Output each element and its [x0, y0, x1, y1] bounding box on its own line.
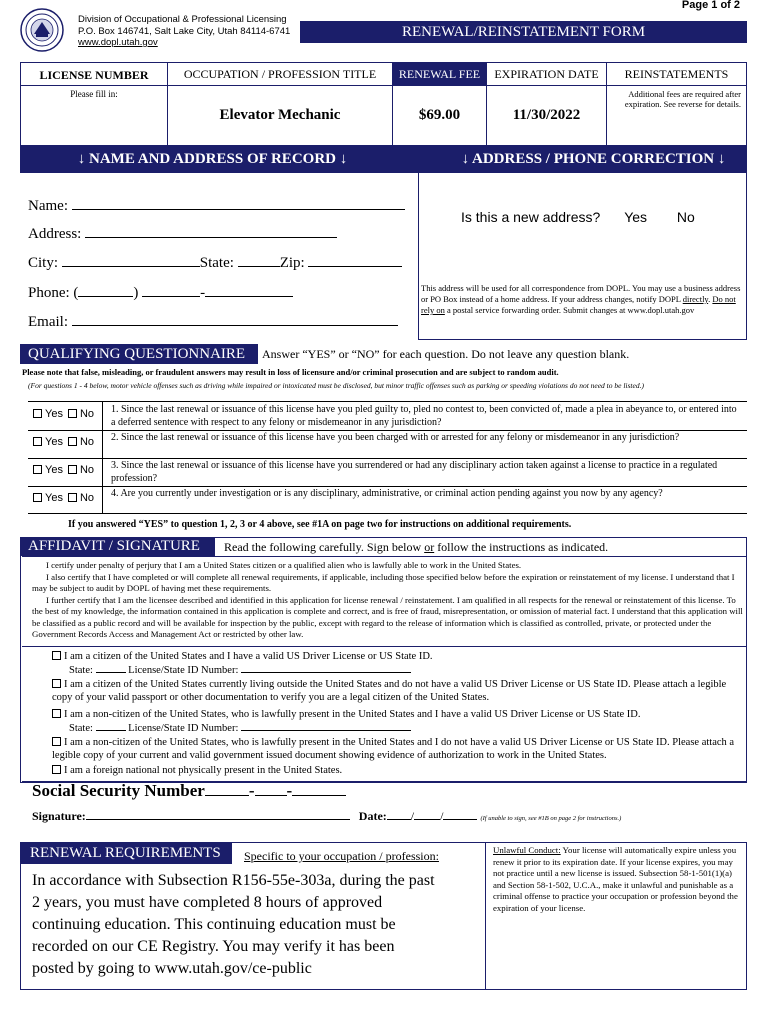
question-row: [28, 486, 747, 513]
affidavit-title-banner: [20, 537, 215, 556]
ssn-label: Social Security Number: [32, 781, 205, 800]
citizenship-option[interactable]: I am a citizen of the United States currently living outside the United States and do not have a valid US Driver License or US State ID. Please attach a legible copy of your valid passport or other documentation to verify you are a legal citizen of the United States.: [52, 679, 727, 703]
reinstatement-note: Additional fees are required after expiration. See reverse for details.: [624, 89, 741, 109]
affidavit-para-3: I further certify that I am the licensee described and identified in this application for license renewal / reinstatement. I am qualified in all respects for the renewal or reinstatement of this license. To the best of my knowledge, the information contained in this application is complete and correct, and is free of fraud, misrepresentation, or omission of material fact. I understand that this application will be classified as a public record and will be available for inspection by the public, except with regard to the release of information which is classified as controlled, private, or protected under the Government Records Access and Management Act or restricted by other law.: [32, 594, 743, 639]
zip-label: Zip:: [279, 255, 305, 271]
affidavit-para-2: I also certify that I have completed or will complete all renewal requirements, if applicable, including those specified below before the expiration or reinstatement of my license. I understand that I may be subject to audit by DOPL of having met these requirements.: [32, 571, 735, 593]
division-website[interactable]: www.dopl.utah.gov: [78, 37, 158, 48]
questionnaire-fine-print: (For questions 1 - 4 below, motor vehicle offenses such as driving while impaired or intoxicated must be disclosed, but minor traffic offenses such as parking or speeding violations do not need to be listed.): [28, 381, 644, 390]
header-expiration: EXPIRATION DATE: [494, 67, 599, 81]
new-address-no[interactable]: No: [676, 209, 695, 225]
unlawful-conduct-note: Unlawful Conduct: Your license will automatically expire unless you renew it prior to its expiration date. If your license expires, you may not practice until a new license is issued. Subsection 58-1-501(1)(a) and Section 58-1-502, U.C.A., make it unlawful and punishable as a criminal offense to practice your occupation or profession beyond the expiration of your license.: [493, 845, 738, 913]
question-1-text: 1. Since the last renewal or issuance of this license have you pled guilty to, pled no contest to, been convicted of, made a plea in abeyance to, or entered into a deferred sentence with respect to any felony or misdemeanor in any jurisdiction?: [111, 404, 737, 428]
zip-input[interactable]: [308, 253, 402, 267]
requirements-title: RENEWAL REQUIREMENTS: [30, 845, 221, 861]
correction-box: [418, 173, 747, 340]
question-4-text: 4. Are you currently under investigation or is any disciplinary, administrative, or criminal action pending against you now by any agency?: [111, 488, 663, 499]
affidavit-para-1: I certify under penalty of perjury that I am a United States citizen or a qualified alien who is lawfully able to work in the United States.: [46, 560, 522, 570]
new-address-question: Is this a new address?: [461, 209, 601, 225]
phone-area-input[interactable]: [78, 283, 133, 297]
license-table: [20, 62, 747, 146]
question-row: [28, 401, 747, 429]
questionnaire-instruction: Answer “YES” or “NO” for each question. Do not leave any question blank.: [262, 347, 630, 361]
affidavit-text: [32, 560, 744, 641]
phone-prefix-input[interactable]: [142, 283, 200, 297]
question-1-answer[interactable]: Yes No: [33, 408, 94, 420]
record-banner: [20, 146, 747, 173]
state-input[interactable]: [238, 253, 280, 267]
question-row: [28, 458, 747, 485]
citizenship-option[interactable]: I am a citizen of the United States and I have a valid US Driver License or US State ID. State: License/State ID Number:: [52, 650, 746, 677]
address-label: Address:: [28, 226, 82, 242]
form-title-banner: [300, 21, 747, 43]
email-input[interactable]: [72, 312, 398, 326]
new-address-yes[interactable]: Yes: [624, 209, 648, 225]
header-occupation: OCCUPATION / PROFESSION TITLE: [183, 67, 377, 81]
division-address: P.O. Box 146741, Salt Lake City, Utah 84114-6741: [78, 25, 291, 37]
requirements-body: In accordance with Subsection R156-55e-303a, during the past 2 years, you must have completed 8 hours of approved continuing education. This continuing education must be recorded on our CE Registry. You may verify it has been posted by going to www.utah.gov/ce-public: [32, 872, 435, 977]
questionnaire-title: QUALIFYING QUESTIONNAIRE: [28, 346, 246, 362]
question-row: [28, 430, 747, 457]
citizenship-option[interactable]: I am a non-citizen of the United States, who is lawfully present in the United States and I do not have a valid US Driver License or US State ID. Please attach a legible copy of your current and valid government issued document showing evidence of authorization to work in the United States.: [52, 737, 735, 761]
date-month-input[interactable]: [387, 810, 411, 820]
correction-banner-text: ↓ ADDRESS / PHONE CORRECTION ↓: [461, 151, 726, 167]
date-note: (If unable to sign, see #1B on page 2 for instructions.): [480, 815, 622, 822]
renewal-fee-value: $69.00: [418, 107, 461, 123]
question-2-answer[interactable]: Yes No: [33, 436, 94, 448]
record-banner-text: ↓ NAME AND ADDRESS OF RECORD ↓: [77, 151, 348, 167]
license-number-note: Please fill in:: [70, 89, 118, 99]
signature-label: Signature:: [32, 809, 86, 823]
form-title: RENEWAL/REINSTATEMENT FORM: [401, 24, 646, 40]
signature-row: Signature: Date: / / (If unable to sign, see #1B on page 2 for instructions.): [32, 809, 622, 823]
questionnaire-footer: If you answered “YES” to question 1, 2, 3 or 4 above, see #1A on page two for instructions on additional requirements.: [68, 519, 572, 530]
city-input[interactable]: [62, 253, 200, 267]
correction-note: This address will be used for all correspondence from DOPL. You may use a business address or PO Box instead of a home address. If your address changes, notify DOPL directly. Do not rely on a postal service forwarding order. Submit changes at www.dopl.utah.gov: [421, 283, 741, 315]
citizenship-option[interactable]: I am a foreign national not physically present in the United States.: [52, 764, 746, 777]
city-label: City:: [28, 255, 59, 271]
address-input[interactable]: [85, 224, 337, 238]
question-3-answer[interactable]: Yes No: [33, 464, 94, 476]
ssn-part-1-input[interactable]: [205, 782, 249, 796]
division-name: Division of Occupational & Professional Licensing: [78, 14, 287, 25]
expiration-value: 11/30/2022: [512, 107, 581, 123]
question-3-text: 3. Since the last renewal or issuance of this license have you surrendered or had any disciplinary action taken against a license to practice in a regulated profession?: [111, 460, 718, 484]
phone-paren: ): [133, 285, 139, 301]
signature-input[interactable]: [86, 810, 350, 820]
question-2-text: 2. Since the last renewal or issuance of this license have you been charged with or arrested for any felony or misdemeanor in any jurisdiction?: [111, 432, 680, 443]
header-renewal-fee: RENEWAL FEE: [393, 63, 486, 85]
header-license-number: LICENSE NUMBER: [39, 68, 149, 82]
ssn-part-2-input[interactable]: [255, 782, 287, 796]
email-label: Email:: [28, 314, 68, 330]
occupation-value: Elevator Mechanic: [219, 107, 341, 123]
citizenship-option[interactable]: I am a non-citizen of the United States, who is lawfully present in the United States and I have a valid US Driver License or US State ID. State: License/State ID Number:: [52, 708, 746, 735]
questionnaire-warning: Please note that false, misleading, or fraudulent answers may result in loss of licensure and/or criminal prosecution and are subject to random audit.: [22, 367, 559, 377]
date-day-input[interactable]: [414, 810, 440, 820]
phone-line-input[interactable]: [205, 283, 293, 297]
page-number: Page 1 of 2: [681, 0, 740, 11]
name-label: Name:: [28, 198, 68, 214]
state-label: State:: [199, 255, 234, 271]
requirements-subtitle: Specific to your occupation / profession:: [244, 849, 439, 863]
date-label: Date:: [358, 809, 387, 823]
question-4-answer[interactable]: Yes No: [33, 492, 94, 504]
phone-dash: -: [200, 285, 206, 301]
ssn-part-3-input[interactable]: [292, 782, 346, 796]
phone-label: Phone: (: [28, 285, 79, 301]
name-input[interactable]: [72, 196, 405, 210]
questionnaire-title-banner: [20, 344, 258, 364]
state-seal-logo: [20, 8, 64, 52]
header-reinstatements: REINSTATEMENTS: [624, 67, 729, 81]
affidavit-instruction: Read the following carefully. Sign below or follow the instructions as indicated.: [224, 540, 609, 554]
ssn-row: Social Security Number - -: [32, 781, 346, 801]
date-year-input[interactable]: [443, 810, 477, 820]
requirements-title-banner: [20, 842, 232, 864]
affidavit-title: AFFIDAVIT / SIGNATURE: [28, 538, 200, 554]
